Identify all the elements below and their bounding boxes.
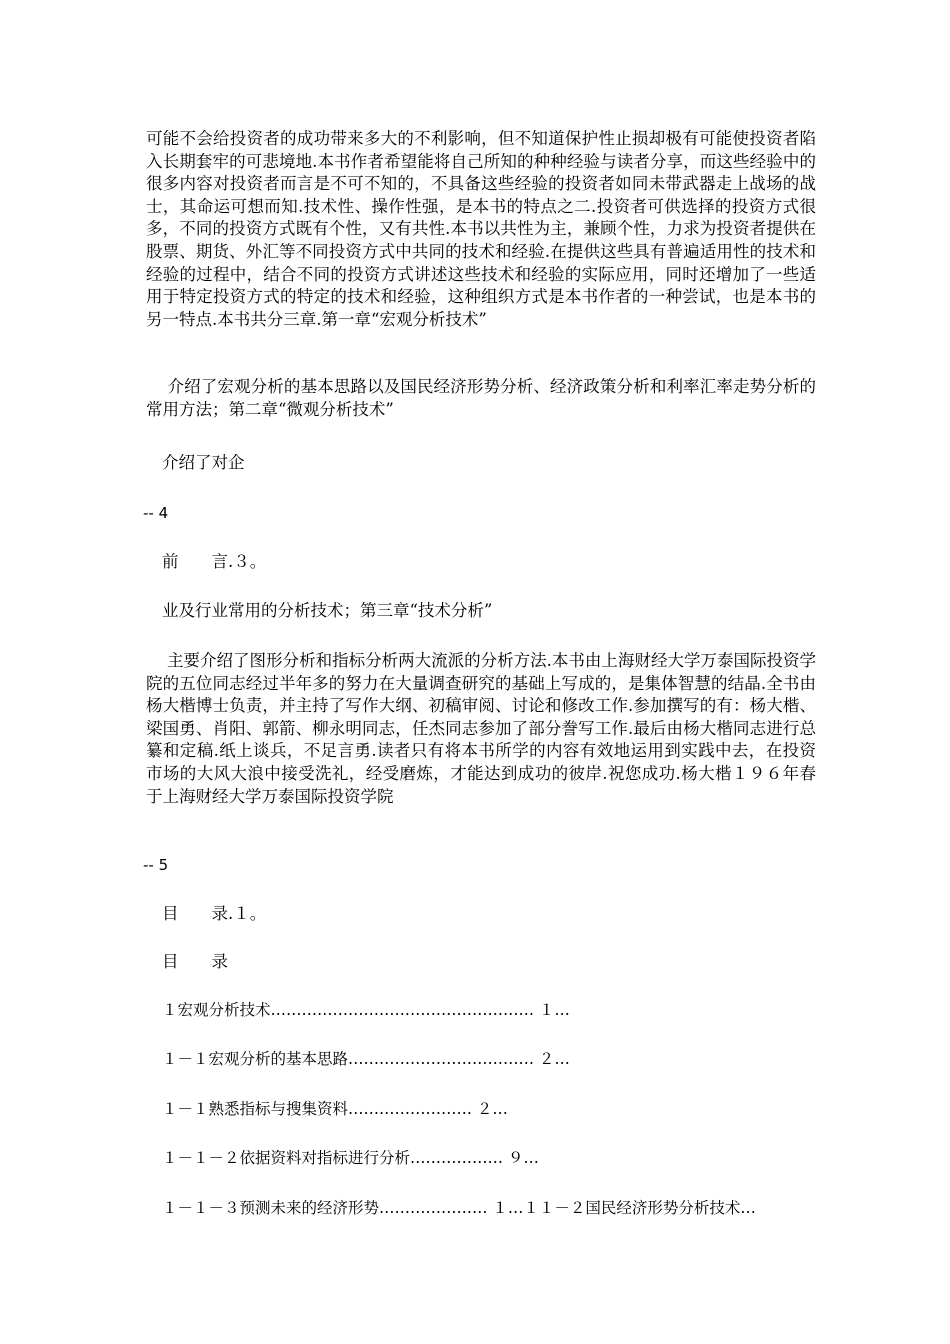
toc-entry: １－１－３预测未来的经济形势………………… １…１１－２国民经济形势分析技术…	[162, 1199, 756, 1217]
page-number-5: -- 5	[143, 856, 169, 874]
toc-entry: １宏观分析技术…………………………………………… １…	[162, 1001, 570, 1019]
paragraph-3: 介绍了对企	[162, 453, 245, 472]
toc-entry: １－１－２依据资料对指标进行分析……………… ９…	[162, 1149, 539, 1167]
paragraph-1: 可能不会给投资者的成功带来多大的不利影响，但不知道保护性止损却极有可能使投资者陷入长期套牢的可悲境地.本书作者希望能将自己所知的种种经验与读者分享，而这些经验中的很多内容对投资者而言是不可不知的，不具备这些经验的投资者如同未带武器走上战场的战士，其命运可想而知.技术性、操作性强，是本书的特点之二.投资者可供选择的投资方式很多，不同的投资方式既有个性，又有共性.本书以共性为主，兼顾个性，力求为投资者提供在股票、期货、外汇等不同投资方式中共同的技术和经验.在提供这些具有普遍适用性的技术和经验的过程中，结合不同的投资方式讲述这些技术和经验的实际应用，同时还增加了一些适用于特定投资方式的特定的技术和经验，这种组织方式是本书作者的一种尝试，也是本书的另一特点.本书共分三章.第一章“宏观分析技术”	[146, 129, 816, 329]
toc-entry: １－１熟悉指标与搜集资料…………………… ２…	[162, 1100, 508, 1118]
paragraph-6: 主要介绍了图形分析和指标分析两大流派的分析方法.本书由上海财经大学万泰国际投资学院的五位同志经过半年多的努力在大量调查研究的基础上写成的，是集体智慧的结晶.全书由杨大楷博士负责，并主持了写作大纲、初稿审阅、讨论和修改工作.参加撰写的有：杨大楷、梁国勇、肖阳、郭箭、柳永明同志，任杰同志参加了部分誊写工作.最后由杨大楷同志进行总纂和定稿.纸上谈兵，不足言勇.读者只有将本书所学的内容有效地运用到实践中去，在投资市场的大风大浪中接受洗礼，经受磨炼，才能达到成功的彼岸.祝您成功.杨大楷１９６年春于上海财经大学万泰国际投资学院	[146, 651, 817, 806]
paragraph-5: 业及行业常用的分析技术；第三章“技术分析”	[162, 601, 493, 620]
toc-entry: １－１宏观分析的基本思路……………………………… ２…	[162, 1050, 570, 1068]
page-header-4: 前 言.３。	[162, 552, 267, 571]
paragraph-2: 介绍了宏观分析的基本思路以及国民经济形势分析、经济政策分析和利率汇率走势分析的常用方法；第二章“微观分析技术”	[146, 377, 817, 419]
page-header-5: 目 录.１。	[162, 904, 267, 923]
toc-title: 目 录	[162, 952, 228, 971]
page-number-4: -- 4	[143, 504, 169, 522]
